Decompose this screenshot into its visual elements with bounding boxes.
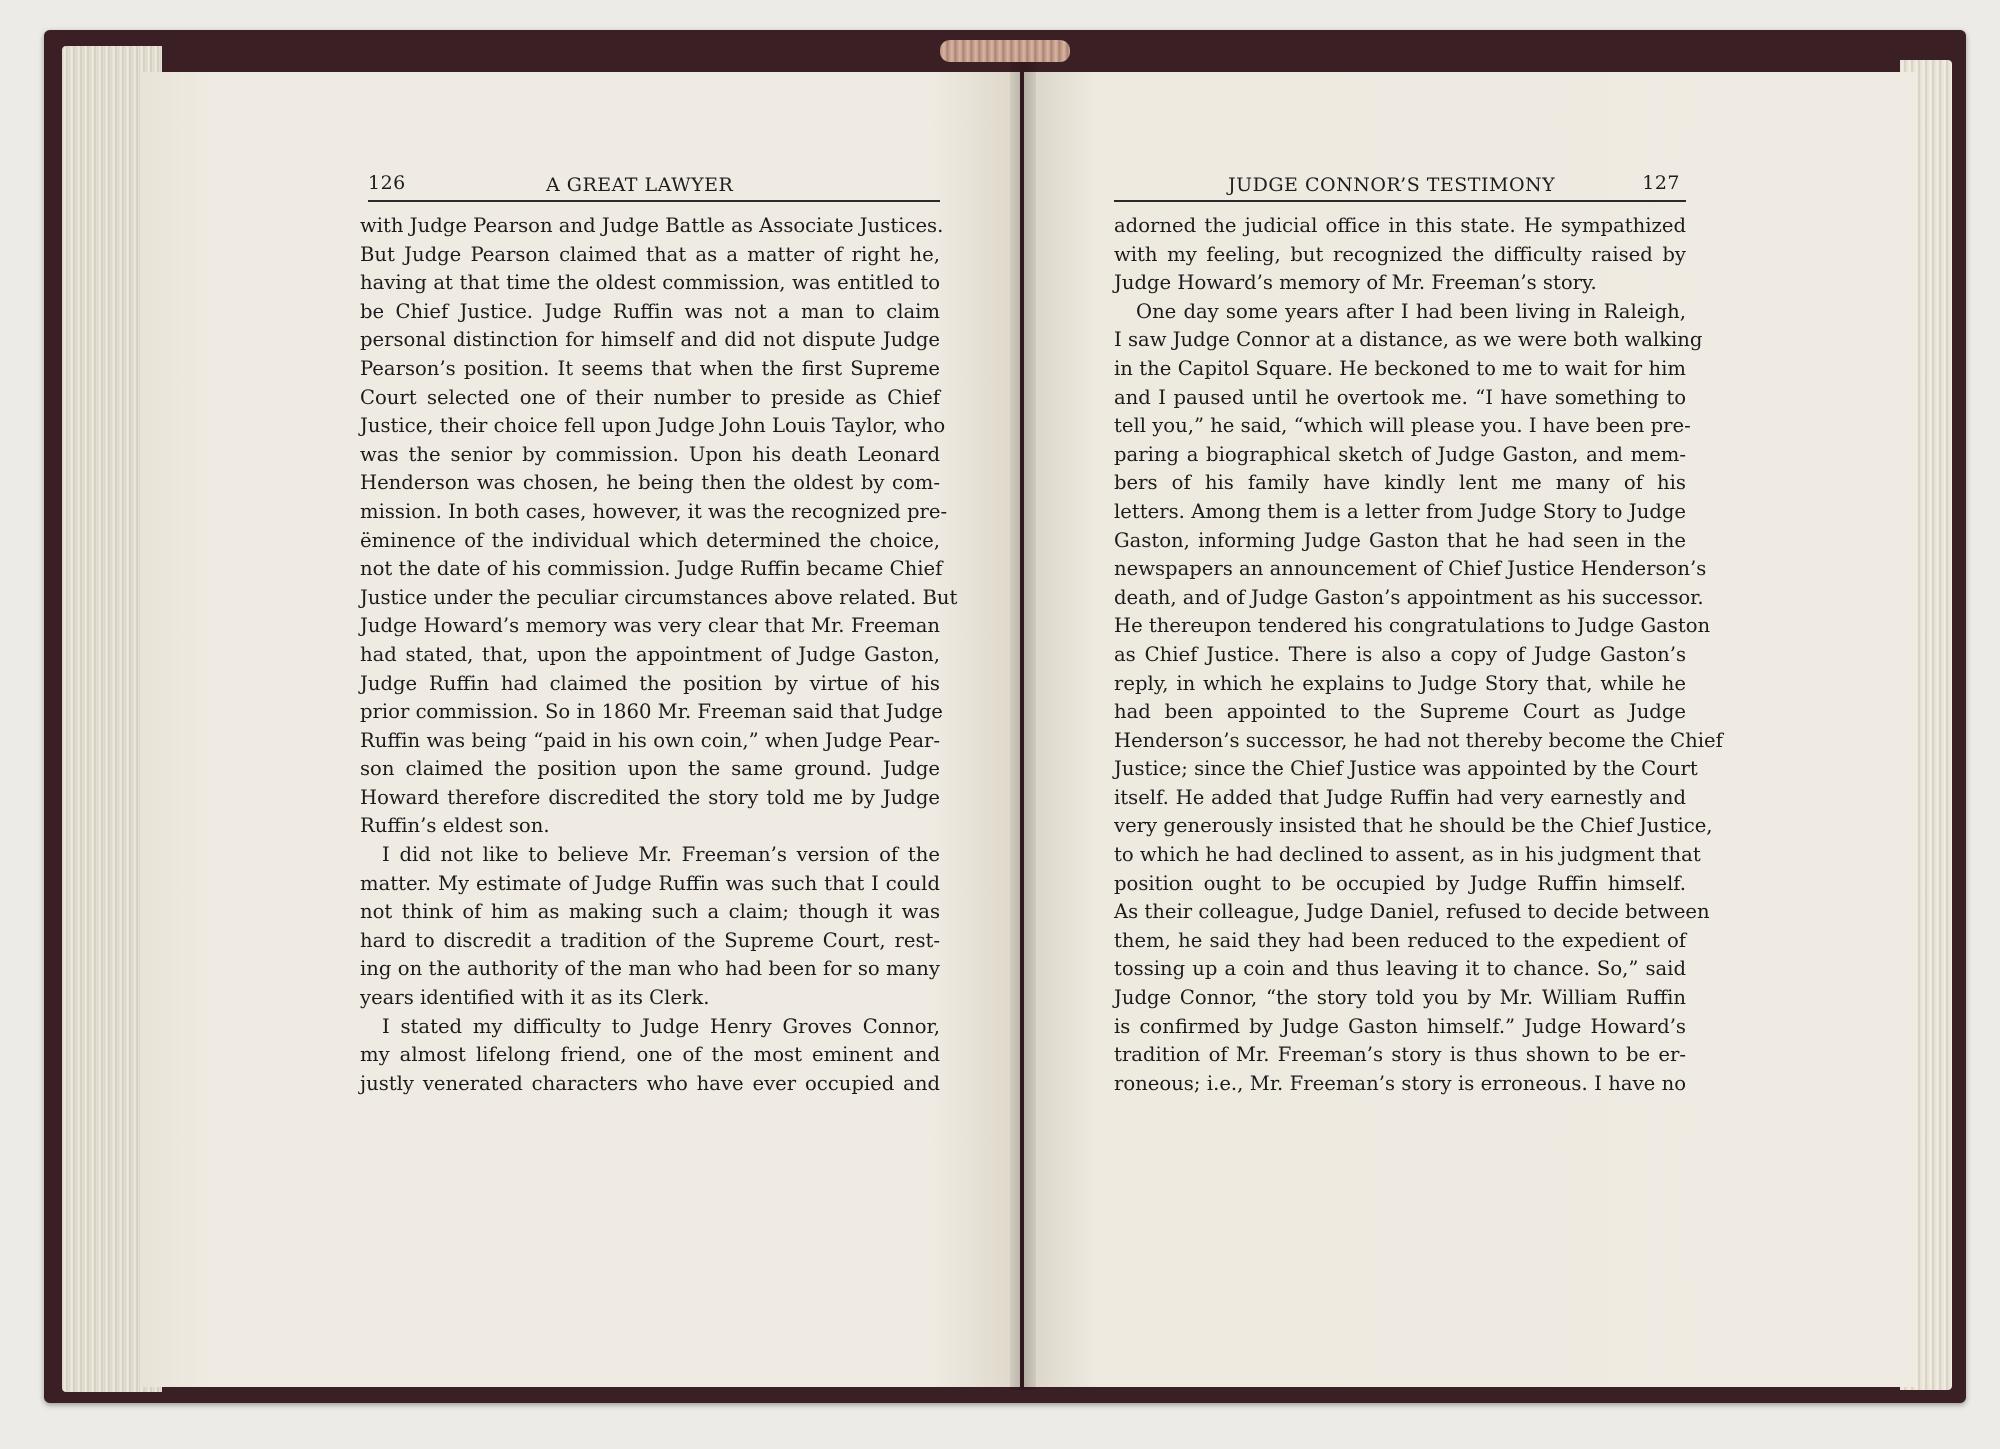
text-line: One day some years after I had been living in Raleigh, [1136, 299, 1686, 323]
text-line: Henderson’s successor, he had not thereby become the Chief [1114, 728, 1723, 752]
right-running-title: JUDGE CONNOR’S TESTIMONY [1228, 174, 1556, 196]
text-line: I stated my difficulty to Judge Henry Groves Connor, [382, 1014, 940, 1038]
text-line: as Chief Justice. There is also a copy of Judge Gaston’s [1114, 642, 1686, 666]
text-line: with my feeling, but recognized the difficulty raised by [1114, 242, 1686, 266]
text-line: prior commission. So in 1860 Mr. Freeman said that Judge [360, 700, 943, 724]
text-line: tossing up a coin and thus leaving it to chance. So,” said [1114, 957, 1686, 981]
text-line: tell you,” he said, “which will please you. I have been pre- [1114, 414, 1691, 438]
text-line: Henderson was chosen, he being then the oldest by com- [360, 471, 940, 495]
text-line: He thereupon tendered his congratulations to Judge Gaston [1114, 614, 1711, 638]
right-page-body [1114, 212, 1723, 1098]
text-line: matter. My estimate of Judge Ruffin was such that I could [360, 871, 940, 895]
text-line: But Judge Pearson claimed that as a matter of right he, [360, 242, 940, 266]
text-line: was the senior by commission. Upon his death Leonard [360, 442, 940, 466]
text-line: in the Capitol Square. He beckoned to me to wait for him [1114, 356, 1686, 380]
text-line: not think of him as making such a claim; though it was [360, 900, 940, 924]
text-line: newspapers an announcement of Chief Justice Henderson’s [1114, 557, 1707, 581]
text-line: with Judge Pearson and Judge Battle as Associate Justices. [360, 214, 944, 237]
left-running-title: A GREAT LAWYER [546, 174, 734, 196]
text-line: position ought to be occupied by Judge Ruffin himself. [1114, 871, 1686, 895]
spine-gutter [1010, 60, 1036, 1390]
text-line: justly venerated characters who have ever occupied and [360, 1071, 940, 1095]
text-line: personal distinction for himself and did not dispute Judge [360, 328, 940, 352]
text-line: Justice; since the Chief Justice was appointed by the Court [1114, 757, 1698, 781]
text-line: hard to discredit a tradition of the Supreme Court, rest- [360, 928, 940, 952]
left-page-number: 126 [368, 172, 406, 194]
ribbon-bookmark [940, 40, 1070, 62]
text-line: Judge Howard’s memory was very clear that Mr. Freeman [360, 614, 940, 638]
text-line: and I paused until he overtook me. “I have something to [1114, 385, 1686, 409]
text-line: years identified with it as its Clerk. [360, 986, 710, 1010]
text-line: had been appointed to the Supreme Court as Judge [1114, 700, 1686, 724]
text-line: is confirmed by Judge Gaston himself.” Judge Howard’s [1114, 1014, 1686, 1038]
left-page-body [360, 212, 958, 1098]
text-line: Court selected one of their number to preside as Chief [360, 385, 940, 409]
text-line: Judge Ruffin had claimed the position by virtue of his [360, 671, 940, 695]
text-line: to which he had declined to assent, as in his judgment that [1114, 843, 1701, 867]
text-line: ing on the authority of the man who had been for so many [360, 957, 940, 981]
text-line: Ruffin was being “paid in his own coin,” when Judge Pear- [360, 728, 940, 752]
text-line: Gaston, informing Judge Gaston that he had seen in the [1114, 528, 1686, 552]
text-line: Howard therefore discredited the story told me by Judge [360, 785, 940, 809]
text-line: Judge Connor, “the story told you by Mr. William Ruffin [1114, 986, 1686, 1010]
text-line: I saw Judge Connor at a distance, as we were both walking [1114, 328, 1703, 352]
text-line: having at that time the oldest commission, was entitled to [360, 271, 940, 295]
text-line: very generously insisted that he should be the Chief Justice, [1114, 814, 1713, 838]
text-line: Justice, their choice fell upon Judge John Louis Taylor, who [360, 414, 946, 438]
text-line: Judge Howard’s memory of Mr. Freeman’s story. [1114, 271, 1597, 295]
text-line: mission. In both cases, however, it was the recognized pre- [360, 499, 948, 523]
text-line: letters. Among them is a letter from Judge Story to Judge [1114, 499, 1686, 523]
left-running-head [368, 172, 940, 202]
text-line: my almost lifelong friend, one of the most eminent and [360, 1043, 940, 1067]
text-line: Pearson’s position. It seems that when the first Supreme [360, 356, 940, 380]
text-line: roneous; i.e., Mr. Freeman’s story is erroneous. I have no [1114, 1071, 1686, 1095]
text-line: Ruffin’s eldest son. [360, 814, 550, 838]
text-line: itself. He added that Judge Ruffin had very earnestly and [1114, 785, 1686, 809]
right-page-number: 127 [1642, 172, 1680, 194]
text-line: them, he said they had been reduced to the expedient of [1114, 928, 1686, 952]
text-line: bers of his family have kindly lent me many of his [1114, 471, 1686, 495]
text-line: I did not like to believe Mr. Freeman’s version of the [382, 843, 940, 867]
text-line: ëminence of the individual which determined the choice, [360, 528, 940, 552]
text-line: tradition of Mr. Freeman’s story is thus shown to be er- [1114, 1043, 1686, 1067]
text-line: be Chief Justice. Judge Ruffin was not a man to claim [360, 299, 940, 323]
text-line: Justice under the peculiar circumstances above related. But [360, 585, 958, 609]
right-running-head [1114, 172, 1686, 202]
text-line: death, and of Judge Gaston’s appointment as his successor. [1114, 585, 1704, 609]
text-line: paring a biographical sketch of Judge Gaston, and mem- [1114, 442, 1686, 466]
text-line: adorned the judicial office in this state. He sympathized [1114, 214, 1686, 237]
text-line: As their colleague, Judge Daniel, refused to decide between [1114, 900, 1710, 924]
text-line: not the date of his commission. Judge Ruffin became Chief [360, 557, 943, 581]
text-line: reply, in which he explains to Judge Story that, while he [1114, 671, 1686, 695]
text-line: had stated, that, upon the appointment of Judge Gaston, [360, 642, 940, 666]
text-line: son claimed the position upon the same ground. Judge [360, 757, 940, 781]
